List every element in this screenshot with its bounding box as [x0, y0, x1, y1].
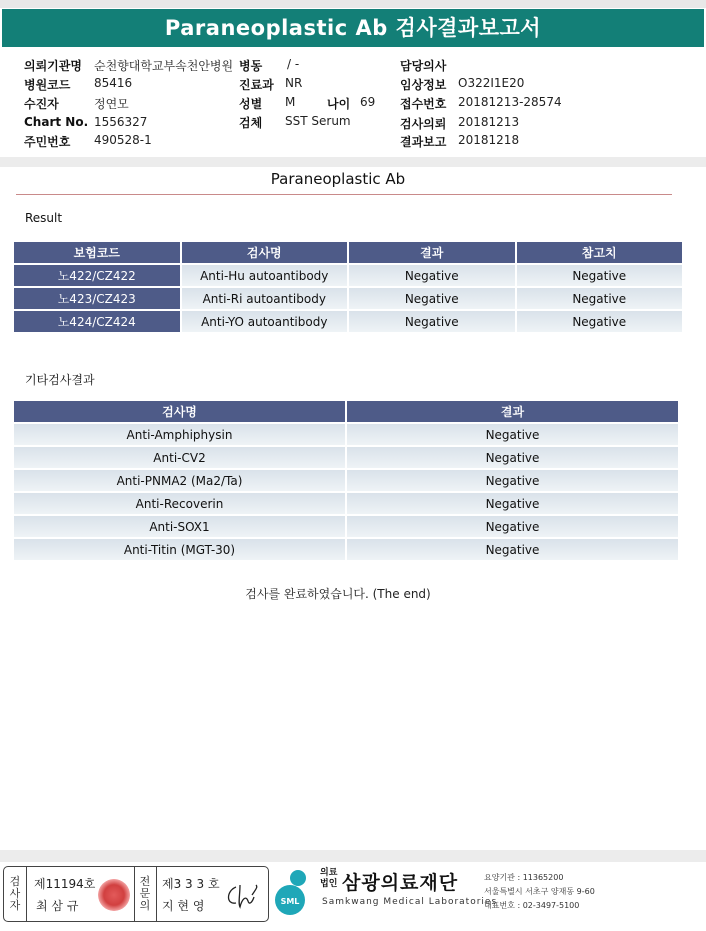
department-value: NR [285, 76, 303, 90]
other-tests-table [12, 399, 680, 562]
signature-divider [26, 867, 27, 921]
test-name-cell: Anti-SOX1 [14, 516, 345, 537]
receipt-no-value: 20181213-28574 [458, 95, 562, 109]
test-name-cell: Anti-Amphiphysin [14, 424, 345, 445]
ward-value: / - [287, 57, 300, 71]
result-cell: Negative [347, 516, 678, 537]
examiner-seal [98, 879, 130, 911]
specialist-name: 지 현 영 [162, 899, 205, 913]
org-phone: 대표번호 : 02-3497-5100 [484, 901, 580, 910]
institution-label: 의뢰기관명 [24, 59, 82, 73]
table-row [14, 265, 682, 286]
patient-value: 정연모 [94, 97, 129, 111]
section-band [0, 157, 706, 167]
reference-cell: Negative [517, 265, 683, 286]
result-col-code: 보험코드 [14, 242, 180, 263]
result-cell: Negative [347, 447, 678, 468]
result-cell: Negative [349, 288, 515, 309]
header-strip [0, 0, 706, 8]
table-row [14, 447, 678, 468]
report-title: Paraneoplastic Ab 검사결과보고서 [2, 9, 704, 47]
test-name-cell: Anti-Recoverin [14, 493, 345, 514]
report-header [0, 0, 706, 48]
result-cell: Negative [347, 539, 678, 560]
result-cell: Negative [347, 493, 678, 514]
section-title: Paraneoplastic Ab [270, 170, 406, 188]
insurance-code-cell: 노422/CZ422 [14, 265, 180, 286]
result-cell: Negative [347, 470, 678, 491]
institution-value: 순천향대학교부속천안병원 [94, 59, 234, 73]
insurance-code-cell: 노423/CZ423 [14, 288, 180, 309]
section-divider [16, 194, 672, 195]
signature-divider [156, 867, 157, 921]
patient-label: 수진자 [24, 97, 59, 111]
examiner-name: 최 삼 규 [36, 899, 79, 913]
reference-cell: Negative [517, 288, 683, 309]
request-date-label: 검사의뢰 [400, 117, 447, 131]
care-institution-number: 요양기관 : 11365200 [484, 873, 564, 882]
signature-divider [134, 867, 135, 921]
test-name-cell: Anti-CV2 [14, 447, 345, 468]
insurance-code-cell: 노424/CZ424 [14, 311, 180, 332]
other-tests-heading: 기타검사결과 [25, 373, 95, 387]
table-row [14, 539, 678, 560]
test-name-cell: Anti-YO autoantibody [182, 311, 348, 332]
sex-label: 성별 [239, 97, 263, 111]
other-header-row [14, 401, 678, 422]
specimen-label: 검체 [239, 116, 263, 130]
table-row [14, 493, 678, 514]
report-date-value: 20181218 [458, 133, 520, 147]
sex-value: M [285, 95, 296, 109]
department-label: 진료과 [239, 78, 274, 92]
table-row [14, 288, 682, 309]
specimen-value: SST Serum [285, 114, 351, 128]
chart-no-label: Chart No. [24, 115, 89, 129]
hospital-code-label: 병원코드 [24, 78, 71, 92]
id-no-label: 주민번호 [24, 135, 71, 149]
end-note: 검사를 완료하였습니다. (The end) [245, 587, 431, 601]
org-prefix-line-2: 법인 [320, 879, 338, 889]
doctor-label: 담당의사 [400, 59, 447, 73]
table-row [14, 311, 682, 332]
org-prefix [320, 868, 337, 890]
org-prefix-line-1: 의료 [320, 868, 338, 878]
result-cell: Negative [349, 311, 515, 332]
chart-no-value: 1556327 [94, 115, 148, 129]
examiner-license: 제11194호 [34, 877, 96, 891]
result-cell: Negative [349, 265, 515, 286]
signature-mark [222, 881, 262, 911]
signature-box [3, 866, 269, 922]
result-col-result: 결과 [349, 242, 515, 263]
footer-band [0, 850, 706, 862]
logo-text: SML [280, 897, 300, 906]
result-cell: Negative [347, 424, 678, 445]
receipt-no-label: 접수번호 [400, 97, 447, 111]
test-name-cell: Anti-PNMA2 (Ma2/Ta) [14, 470, 345, 491]
table-row [14, 424, 678, 445]
reference-cell: Negative [517, 311, 683, 332]
id-no-value: 490528-1 [94, 133, 152, 147]
clinical-info-label: 임상정보 [400, 78, 447, 92]
specialist-license: 제3 3 3 호 [162, 877, 220, 891]
table-row [14, 470, 678, 491]
examiner-label: 검사자 [9, 875, 21, 912]
table-row [14, 516, 678, 537]
result-table [12, 240, 684, 334]
test-name-cell: Anti-Titin (MGT-30) [14, 539, 345, 560]
result-header-row [14, 242, 682, 263]
org-name: 삼광의료재단 [342, 872, 459, 894]
report-date-label: 결과보고 [400, 135, 447, 149]
test-name-cell: Anti-Hu autoantibody [182, 265, 348, 286]
test-name-cell: Anti-Ri autoantibody [182, 288, 348, 309]
other-col-result: 결과 [347, 401, 678, 422]
request-date-value: 20181213 [458, 115, 520, 129]
org-name-en: Samkwang Medical Laboratories [322, 897, 498, 907]
clinical-info-value: O322I1E20 [458, 76, 525, 90]
age-label: 나이 [327, 97, 351, 111]
org-address: 서울특별시 서초구 양재동 9-60 [484, 887, 595, 896]
result-col-test: 검사명 [182, 242, 348, 263]
specialist-label: 전문의 [139, 875, 151, 912]
age-value: 69 [360, 95, 376, 109]
ward-label: 병동 [239, 59, 263, 73]
hospital-code-value: 85416 [94, 76, 133, 90]
other-col-test: 검사명 [14, 401, 345, 422]
result-heading: Result [25, 211, 63, 225]
result-col-reference: 참고치 [517, 242, 683, 263]
sml-logo-icon [272, 868, 316, 916]
